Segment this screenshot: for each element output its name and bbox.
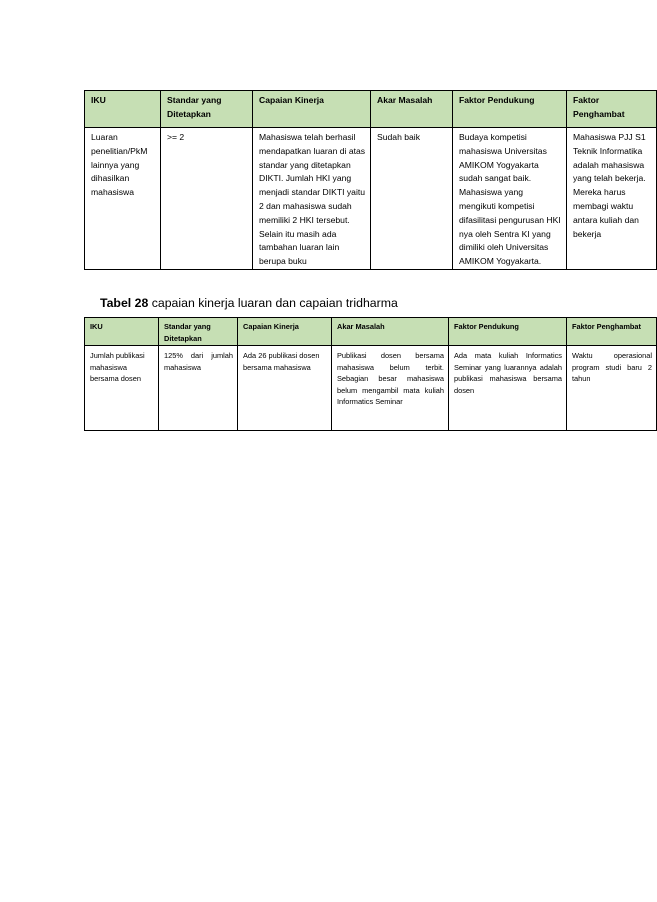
cell-faktor-pendukung: Ada mata kuliah Informatics Seminar yang luarannya adalah publikasi mahasiswa bersama dosen xyxy=(449,346,567,431)
cell-standar: 125% dari jumlah mahasiswa xyxy=(159,346,238,431)
column-header-faktor-pendukung: Faktor Pendukung xyxy=(453,91,567,128)
column-header-faktor-penghambat: Faktor Penghambat xyxy=(567,91,657,128)
iku-table-luaran xyxy=(84,90,657,270)
cell-capaian-kinerja: Mahasiswa telah berhasil mendapatkan luaran di atas standar yang ditetapkan DIKTI. Jumlah HKI yang menjadi standar DIKTI yaitu 2 dan mahasiswa sudah memiliki 2 HKI tersebut. Selain itu masih ada tambahan luaran lain berupa buku xyxy=(253,128,371,270)
column-header-standar: Standar yang Ditetapkan xyxy=(159,318,238,346)
column-header-capaian-kinerja: Capaian Kinerja xyxy=(253,91,371,128)
cell-akar-masalah: Sudah baik xyxy=(371,128,453,270)
column-header-faktor-pendukung: Faktor Pendukung xyxy=(449,318,567,346)
cell-faktor-penghambat: Waktu operasional program studi baru 2 tahun xyxy=(567,346,657,431)
column-header-faktor-penghambat: Faktor Penghambat xyxy=(567,318,657,346)
table-caption-number: Tabel 28 xyxy=(100,296,149,310)
cell-standar: >= 2 xyxy=(161,128,253,270)
column-header-akar-masalah: Akar Masalah xyxy=(371,91,453,128)
table-row xyxy=(85,128,657,270)
column-header-iku: IKU xyxy=(85,91,161,128)
table-header-row xyxy=(85,318,657,346)
cell-iku: Luaran penelitian/PkM lainnya yang dihasilkan mahasiswa xyxy=(85,128,161,270)
table-header-row xyxy=(85,91,657,128)
column-header-akar-masalah: Akar Masalah xyxy=(332,318,449,346)
cell-iku: Jumlah publikasi mahasiswa bersama dosen xyxy=(85,346,159,431)
cell-faktor-penghambat: Mahasiswa PJJ S1 Teknik Informatika adalah mahasiswa yang telah bekerja. Mereka harus membagi waktu antara kuliah dan bekerja xyxy=(567,128,657,270)
cell-akar-masalah: Publikasi dosen bersama mahasiswa belum terbit. Sebagian besar mahasiswa belum mengambil mata kuliah Informatics Seminar xyxy=(332,346,449,431)
cell-capaian-kinerja: Ada 26 publikasi dosen bersama mahasiswa xyxy=(238,346,332,431)
table-row xyxy=(85,346,657,431)
column-header-standar: Standar yang Ditetapkan xyxy=(161,91,253,128)
column-header-capaian-kinerja: Capaian Kinerja xyxy=(238,318,332,346)
column-header-iku: IKU xyxy=(85,318,159,346)
table-caption xyxy=(100,296,398,310)
table-caption-text: capaian kinerja luaran dan capaian tridharma xyxy=(148,296,398,310)
cell-faktor-pendukung: Budaya kompetisi mahasiswa Universitas AMIKOM Yogyakarta sudah sangat baik. Mahasiswa yang mengikuti kompetisi difasilitasi pengurusan HKI nya oleh Sentra KI yang dimiliki oleh Universitas AMIKOM Yogyakarta. xyxy=(453,128,567,270)
iku-table-tridharma xyxy=(84,317,657,431)
